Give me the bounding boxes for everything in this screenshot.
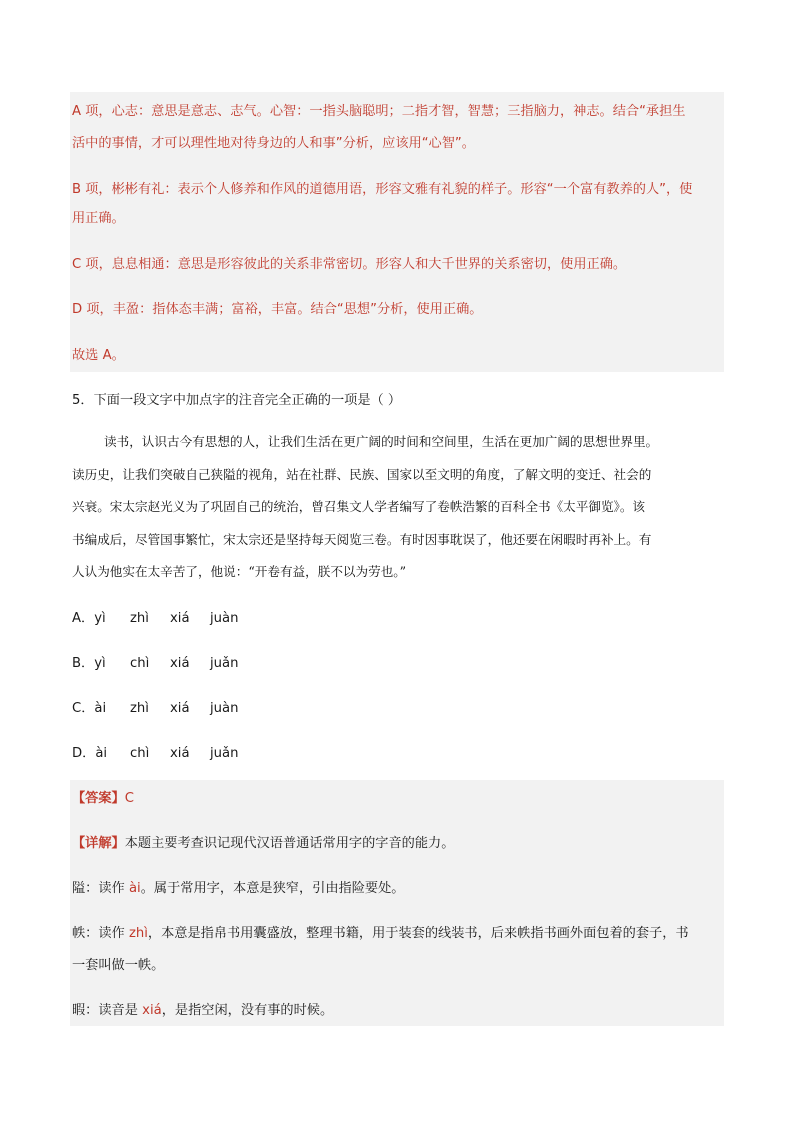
option-d (72, 744, 238, 764)
option-a-explanation-line2: 活中的事情，才可以理性地对待身边的人和事”分析，应该用“心智”。 (72, 136, 475, 151)
ai-rest: 。属于常用字，本意是狭窄，引由指险要处。 (140, 881, 405, 896)
zhi-pinyin: zhì (128, 926, 148, 941)
xia-rest: ，是指空闲，没有事的时候。 (161, 1003, 334, 1018)
pinyin: juǎn (210, 746, 239, 761)
passage-line: 读历史，让我们突破自己狭隘的视角，站在社群、民族、国家以至文明的角度，了解文明的变迁、社会的 (72, 467, 652, 482)
pinyin: xiá (170, 656, 190, 671)
answer-block (70, 780, 724, 1026)
xia-prefix: 暇：读音是 (72, 1003, 143, 1018)
pinyin: zhì (130, 701, 149, 716)
option-a (72, 609, 238, 629)
passage-line: 兴衰。宋太宗赵光义为了巩固自己的统治，曾召集文人学者编写了卷帙浩繁的百科全书《太平御览》。该 (72, 499, 646, 514)
zhi-explanation-line2: 一套叫做一帙。 (72, 958, 165, 973)
answer-value: C (124, 791, 134, 806)
detail-line (70, 833, 724, 855)
passage-line: 书编成后，尽管国事繁忙，宋太宗还是坚持每天阅览三卷。有时因事耽误了，他还要在闲暇时再补上。有 (72, 532, 652, 547)
zhi-explanation (70, 923, 724, 945)
zhi-prefix: 帙：读作 (72, 926, 129, 941)
conclusion: 故选 A。 (72, 348, 125, 363)
option-label: B．yì (72, 656, 106, 671)
option-label: C．ài (72, 701, 107, 716)
pinyin: juàn (210, 611, 239, 626)
detail-text: 本题主要考查识记现代汉语普通话常用字的字音的能力。 (124, 836, 455, 851)
option-b-explanation-line1: B 项，彬彬有礼：表示个人修养和作风的道德用语，形容文雅有礼貌的样子。形容“一个富有教养的人”，使 (72, 182, 693, 197)
pinyin: chì (130, 746, 150, 761)
option-b-explanation-line2: 用正确。 (72, 211, 125, 226)
ai-prefix: 隘：读作 (72, 881, 129, 896)
option-a-explanation-line1: A 项，心志：意思是意志、志气。心智：一指头脑聪明；二指才智，智慧；三指脑力，神志。结合“承担生 (72, 104, 686, 119)
option-b (72, 654, 238, 674)
pinyin: xiá (170, 611, 190, 626)
pinyin: juàn (210, 701, 239, 716)
xia-explanation (70, 1000, 724, 1022)
option-c (72, 699, 238, 719)
pinyin: zhì (130, 611, 149, 626)
option-d-explanation: D 项，丰盈：指体态丰满；富裕，丰富。结合“思想”分析，使用正确。 (72, 302, 483, 317)
question-stem: 5．下面一段文字中加点字的注音完全正确的一项是（ ） (72, 393, 402, 408)
pinyin: xiá (170, 746, 190, 761)
pinyin: juǎn (210, 656, 239, 671)
answer-line (70, 788, 724, 810)
option-label: A．yì (72, 611, 106, 626)
option-label: D．ài (72, 746, 108, 761)
option-c-explanation: C 项，息息相通：意思是形容彼此的关系非常密切。形容人和大千世界的关系密切，使用正确。 (72, 257, 627, 272)
ai-explanation (70, 878, 724, 900)
pinyin: xiá (170, 701, 190, 716)
ai-pinyin: ài (128, 881, 141, 896)
pinyin: chì (130, 656, 150, 671)
passage-line: 读书，认识古今有思想的人，让我们生活在更广阔的时间和空间里，生活在更加广阔的思想世界里。 (104, 434, 659, 449)
answer-tag: 【答案】 (72, 791, 125, 806)
detail-tag: 【详解】 (72, 836, 125, 851)
xia-pinyin: xiá (142, 1003, 162, 1018)
zhi-rest: ，本意是指帛书用囊盛放，整理书籍，用于装套的线装书，后来帙指书画外面包着的套子，书 (147, 926, 689, 941)
passage-line: 人认为他实在太辛苦了，他说：“开卷有益，朕不以为劳也。” (72, 564, 407, 579)
